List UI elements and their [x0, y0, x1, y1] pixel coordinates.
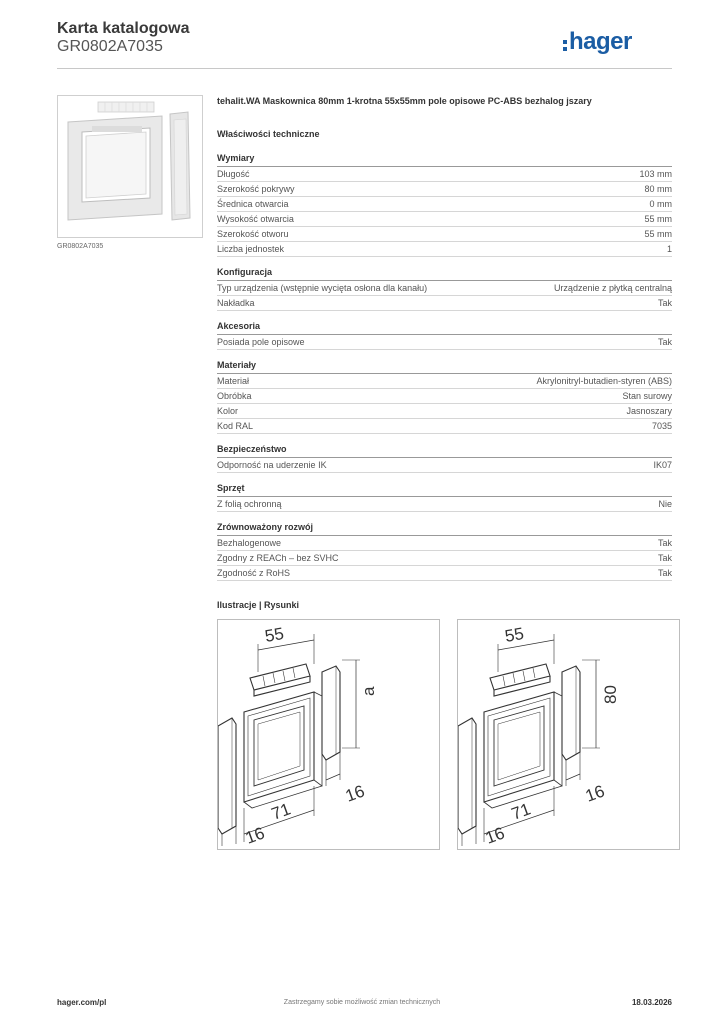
technical-drawing-2 — [457, 619, 680, 850]
spec-row — [217, 566, 672, 581]
dimension-label: 71 — [268, 799, 294, 824]
spec-value: Urządzenie z płytką centralną — [553, 283, 672, 293]
spec-label: Posiada pole opisowe — [217, 337, 305, 347]
technical-properties-heading: Właściwości techniczne — [217, 129, 320, 139]
spec-value: Tak — [657, 337, 672, 347]
spec-row — [217, 227, 672, 242]
product-title: tehalit.WA Maskownica 80mm 1-krotna 55x55mm pole opisowe PC-ABS bezhalog jszary — [217, 96, 592, 106]
spec-content — [217, 95, 672, 581]
section-title: Zrównoważony rozwój — [217, 522, 672, 536]
dimension-label: 55 — [503, 623, 526, 646]
spec-label: Odporność na uderzenie IK — [217, 460, 327, 470]
spec-value: Nie — [658, 499, 672, 509]
product-code: GR0802A7035 — [57, 38, 163, 55]
illustrations-heading: Ilustracje | Rysunki — [217, 600, 300, 610]
section-safety — [217, 444, 672, 473]
spec-value: 1 — [666, 244, 672, 254]
drawing-svg — [458, 620, 679, 849]
spec-label: Z folią ochronną — [217, 499, 282, 509]
spec-value: 7035 — [651, 421, 672, 431]
document-title: Karta katalogowa — [57, 20, 190, 37]
spec-row — [217, 281, 672, 296]
spec-row — [217, 536, 672, 551]
spec-row — [217, 404, 672, 419]
spec-row — [217, 458, 672, 473]
spec-value: 55 mm — [644, 229, 672, 239]
spec-label: Długość — [217, 169, 250, 179]
spec-row — [217, 497, 672, 512]
spec-label: Średnica otwarcia — [217, 199, 289, 209]
spec-value: Tak — [657, 298, 672, 308]
spec-label: Kod RAL — [217, 421, 254, 431]
spec-label: Szerokość pokrywy — [217, 184, 295, 194]
section-materials — [217, 360, 672, 434]
section-title: Sprzęt — [217, 483, 672, 497]
spec-label: Wysokość otwarcia — [217, 214, 294, 224]
spec-value: Tak — [657, 538, 672, 548]
section-title: Materiały — [217, 360, 672, 374]
spec-row — [217, 374, 672, 389]
spec-row — [217, 242, 672, 257]
section-sustainability — [217, 522, 672, 581]
spec-label: Bezhalogenowe — [217, 538, 282, 548]
dimension-label: 16 — [482, 823, 508, 848]
spec-label: Typ urządzenia (wstępnie wycięta osłona dla kanału) — [217, 283, 428, 293]
dimension-label: 16 — [242, 823, 268, 848]
spec-value: 103 mm — [639, 169, 672, 179]
spec-value: 0 mm — [649, 199, 672, 209]
footer-website-link[interactable]: hager.com/pl — [57, 998, 107, 1007]
spec-value: Tak — [657, 553, 672, 563]
drawing-svg — [218, 620, 439, 849]
dimension-label: 55 — [263, 623, 286, 646]
spec-label: Liczba jednostek — [217, 244, 285, 254]
spec-row — [217, 197, 672, 212]
dimension-label: 16 — [582, 781, 608, 806]
section-dimensions — [217, 153, 672, 257]
spec-label: Zgodność z RoHS — [217, 568, 291, 578]
section-title: Konfiguracja — [217, 267, 672, 281]
product-image-caption: GR0802A7035 — [57, 243, 104, 250]
spec-label: Obróbka — [217, 391, 252, 401]
logo-text: hager — [569, 28, 632, 55]
spec-value: 55 mm — [644, 214, 672, 224]
spec-value: Akrylonitryl-butadien-styren (ABS) — [536, 376, 672, 386]
spec-label: Materiał — [217, 376, 250, 386]
spec-value: Jasnoszary — [626, 406, 672, 416]
section-title: Wymiary — [217, 153, 672, 167]
spec-row — [217, 167, 672, 182]
dimension-label: 71 — [508, 799, 534, 824]
spec-value: Tak — [657, 568, 672, 578]
spec-label: Nakładka — [217, 298, 255, 308]
spec-row — [217, 296, 672, 311]
spec-label: Szerokość otworu — [217, 229, 289, 239]
footer-date: 18.03.2026 — [631, 998, 672, 1007]
spec-row — [217, 419, 672, 434]
spec-label: Kolor — [217, 406, 239, 416]
hager-logo[interactable] — [563, 24, 632, 60]
dimension-label: 16 — [342, 781, 368, 806]
spec-value: Stan surowy — [622, 391, 672, 401]
dimension-label: a — [359, 686, 378, 696]
dimension-label: 80 — [601, 685, 620, 704]
product-photo — [58, 96, 202, 237]
product-image — [57, 95, 203, 238]
spec-label: Zgodny z REACh – bez SVHC — [217, 553, 339, 563]
section-equipment — [217, 483, 672, 512]
spec-row — [217, 212, 672, 227]
section-configuration — [217, 267, 672, 311]
technical-drawing-1 — [217, 619, 440, 850]
section-accessories — [217, 321, 672, 350]
spec-row — [217, 551, 672, 566]
spec-row — [217, 182, 672, 197]
spec-value: IK07 — [653, 460, 672, 470]
spec-row — [217, 335, 672, 350]
header-divider — [57, 68, 672, 69]
footer-disclaimer: Zastrzegamy sobie możliwość zmian technicznych — [283, 999, 441, 1006]
spec-row — [217, 389, 672, 404]
section-title: Bezpieczeństwo — [217, 444, 672, 458]
logo-dots-icon — [563, 40, 567, 51]
spec-value: 80 mm — [644, 184, 672, 194]
section-title: Akcesoria — [217, 321, 672, 335]
